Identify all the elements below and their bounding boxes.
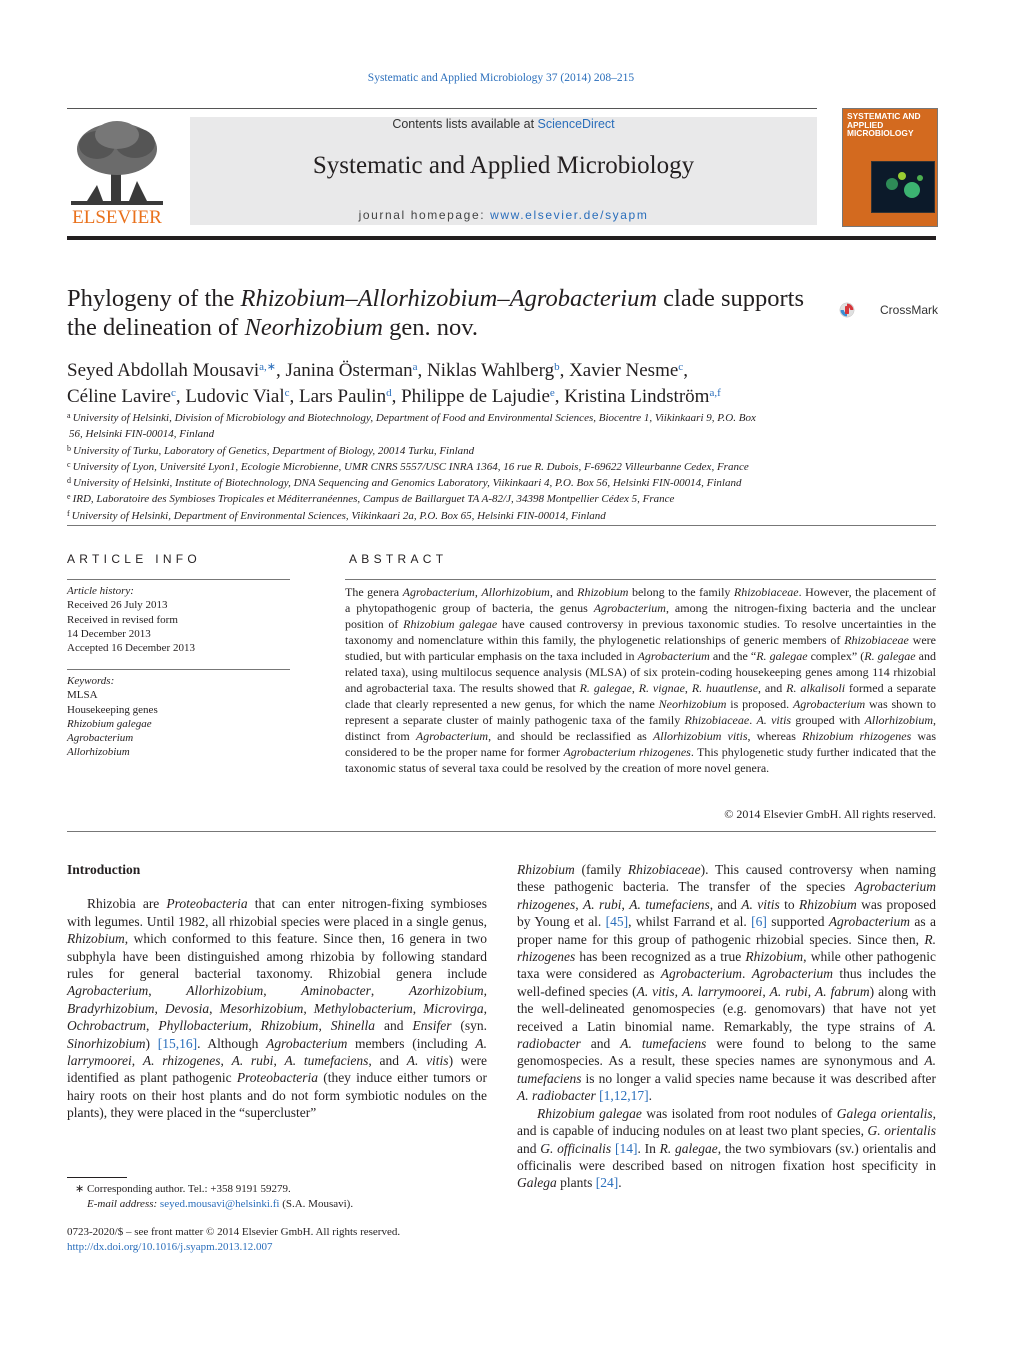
history-item: Received 26 July 2013	[67, 599, 168, 612]
homepage-prefix: journal homepage:	[358, 208, 491, 222]
crossmark-icon[interactable]	[839, 290, 879, 330]
text-run: ,	[762, 983, 770, 999]
article-title	[67, 284, 827, 342]
journal-cover[interactable]	[842, 108, 938, 227]
italic-term: Agrobacterium	[593, 601, 666, 615]
text-run: )	[145, 1035, 158, 1051]
citation-link[interactable]: [15,16]	[157, 1035, 198, 1051]
title-part: gen. nov.	[382, 314, 479, 341]
text-run: , and	[758, 681, 787, 695]
text-run: ,	[209, 1000, 220, 1016]
italic-term: Proteobacteria	[166, 896, 248, 912]
text-run: , and	[549, 585, 578, 599]
italic-term: Galega orientalis	[836, 1105, 933, 1121]
author-name: Janina Österman	[285, 360, 413, 381]
italic-term: Agrobacterium	[751, 966, 833, 982]
article-info-heading: ARTICLE INFO	[67, 552, 202, 566]
body-rule	[67, 831, 936, 832]
author-affiliation-marker[interactable]: c	[678, 361, 684, 373]
text-run: ,	[575, 896, 583, 912]
italic-term: Rhizobiaceae	[733, 585, 799, 599]
text-run: , the two symbiovars (sv.) orientalis and officinalis were described based on nitrogen fixation host specificity in	[517, 1140, 937, 1173]
text-run: supported	[766, 914, 829, 930]
text-run: , and	[368, 1053, 407, 1069]
keyword: Housekeeping genes	[67, 703, 158, 716]
history-item: Accepted 16 December 2013	[67, 642, 195, 655]
author-name: Lars Paulin	[299, 386, 387, 407]
italic-term: Agrobacterium	[67, 983, 149, 999]
text-run: , distinct from	[345, 713, 937, 743]
affiliation-symbol: e	[67, 492, 71, 502]
italic-term: A. radiobacter	[517, 1018, 936, 1052]
text-run: were found to belong to the same genomospecies. As a result, these species names are synonymous and	[517, 1036, 936, 1069]
author-affiliation-marker[interactable]: c	[170, 387, 176, 399]
italic-term: Phyllobacterium	[158, 1018, 249, 1034]
italic-term: A. vitis	[636, 983, 675, 999]
doi-link[interactable]: http://dx.doi.org/10.1016/j.syapm.2013.12.007	[67, 1241, 273, 1253]
text-run: ,	[483, 1000, 488, 1016]
text-run: ,	[146, 1018, 159, 1034]
text-run: ,	[483, 983, 488, 999]
text-run: that can enter nitrogen-fixing symbioses with legumes. Until 1982, all rhizobial species were placed in a single genus,	[67, 896, 487, 929]
text-run: formed a separate clade that clearly represented a new genus, for which the name	[345, 681, 936, 711]
text-run: have caused controversy in previous taxonomic studies. To resolve uncertainties in the taxonomy and nomenclature within this family, the phylogenetic relationships of generic members of	[345, 617, 937, 647]
keyword: Agrobacterium	[67, 732, 134, 745]
journal-name: Systematic and Applied Microbiology	[312, 152, 695, 179]
italic-term: A. vitis	[741, 896, 780, 912]
italic-term: Agrobacterium	[415, 729, 489, 743]
italic-term: Rhizobiaceae	[844, 633, 909, 647]
keywords-label: Keywords:	[67, 675, 115, 687]
text-run: ) along with the well-delineated genomospecies (e.g. genomovars) that have not yet received a Latin binomial name. Remarkably, the type strains of	[517, 983, 937, 1034]
text-run: The genera	[345, 585, 403, 599]
author-separator: ,	[683, 360, 688, 381]
sciencedirect-link[interactable]: ScienceDirect	[537, 117, 615, 131]
affiliation	[67, 474, 827, 490]
italic-term: Allorhizobium	[864, 713, 934, 727]
author-separator: ,	[289, 386, 300, 407]
cover-image	[871, 161, 935, 213]
italic-term: Devosia	[164, 1000, 210, 1016]
text-run: , which conformed to this feature. Since then, 16 genera in two subphyla have been distinguished among rhizobia by following standard rules for general bacterial taxonomy. Rhizobial genera include	[67, 931, 487, 982]
email-line	[67, 1197, 487, 1212]
footnote-rule	[67, 1177, 127, 1178]
text-run: .	[742, 966, 752, 982]
body-right-column	[517, 861, 936, 1192]
article-history	[67, 584, 290, 655]
affiliation	[67, 442, 827, 458]
affiliation-text: University of Turku, Laboratory of Genetics, Department of Biology, 20014 Turku, Finland	[73, 444, 475, 457]
text-run: is no longer a valid species name because it was described after	[581, 1070, 936, 1086]
text-run: . This phylogenetic study further indicated that the taxonomic status of several taxa could be resolved by the creation of more novel genera.	[345, 745, 936, 775]
italic-term: Allorhizobium vitis	[652, 729, 748, 743]
text-run: as a proper name for this group of pathogenic rhizobial species. Since then,	[517, 914, 936, 947]
affiliation-symbol: a	[67, 411, 71, 420]
italic-term: Proteobacteria	[236, 1070, 319, 1086]
text-run: . However, the placement of a phytopathogenic group of bacteria, the genus	[345, 585, 937, 615]
author-separator: ,	[391, 386, 402, 407]
italic-term: Ensifer	[412, 1018, 452, 1034]
text-run: ) were identified as plant pathogenic	[67, 1053, 488, 1086]
italic-term: Sinorhizobium	[67, 1035, 146, 1051]
text-run: ,	[303, 1000, 314, 1016]
text-run: complex” (	[807, 649, 865, 663]
italic-term: Mesorhizobium	[219, 1000, 304, 1016]
italic-term: Rhizobiaceae	[627, 862, 701, 877]
author-separator: ,	[275, 360, 286, 381]
affiliation	[67, 425, 827, 441]
abstract-rule	[345, 579, 936, 580]
author-separator: ,	[559, 360, 570, 381]
italic-term: Rhizobiaceae	[684, 713, 750, 727]
affiliation-text: 56, Helsinki FIN-00014, Finland	[69, 428, 215, 441]
text-run: ,	[318, 1018, 331, 1034]
italic-term: Microvirga	[423, 1000, 484, 1016]
paragraph	[517, 1105, 936, 1192]
affiliation-symbol: d	[67, 476, 71, 486]
italic-term: A. larrymoorei	[682, 983, 763, 999]
italic-term: Rhizobium galegae	[537, 1105, 642, 1121]
author-name: Ludovic Vial	[185, 386, 285, 407]
crossmark-label[interactable]: CrossMark	[880, 303, 939, 317]
italic-term: Agrobacterium	[660, 966, 743, 982]
publisher-name: ELSEVIER	[72, 207, 162, 227]
text-run: and related taxa), using multilocus sequence analysis (MLSA) of six protein-coding housekeeping genes among 114 rhizobial and agrobacterial taxa. The results showed that	[345, 649, 936, 695]
italic-term: A. rubi	[231, 1053, 274, 1069]
history-label: Article history:	[67, 585, 134, 597]
text-run: ,	[148, 983, 187, 999]
text-run: and the “	[709, 649, 757, 663]
text-run: ,	[263, 983, 302, 999]
affiliation-text: University of Helsinki, Institute of Biotechnology, DNA Sequencing and Genomics Laboratory, Viikinkaari 4, P.O. Box 56, Helsinki FIN-00014, Finland	[73, 477, 742, 490]
abstract-heading: ABSTRACT	[349, 552, 448, 566]
keyword: MLSA	[67, 689, 98, 702]
affiliation-text: University of Helsinki, Department of Environmental Sciences, Viikinkaari 2a, P.O. Box 65, Helsinki FIN-00014, Finland	[71, 509, 606, 522]
text-run: , and should be reclassified as	[488, 729, 653, 743]
italic-term: Azorhizobium	[408, 983, 484, 999]
text-run: was isolated from root nodules of	[641, 1105, 837, 1121]
text-run: .	[749, 713, 757, 727]
affiliation-list	[67, 409, 827, 523]
italic-term: Agrobacterium rhizogenes	[517, 879, 936, 912]
italic-term: Agrobacterium	[828, 914, 911, 930]
affiliation	[67, 507, 827, 523]
affiliation-symbol: c	[67, 459, 71, 469]
author-name: Philippe de Lajudie	[401, 386, 550, 407]
italic-term: Rhizobium galegae	[403, 617, 498, 631]
text-run: .	[648, 1088, 652, 1104]
email-label: E-mail address:	[87, 1198, 160, 1210]
header-thick-rule	[67, 236, 936, 240]
italic-term: G. officinalis	[540, 1140, 612, 1156]
text-run: , and is capable of inducing nodules on at least two plant species,	[517, 1105, 936, 1139]
paragraph	[517, 861, 936, 1105]
italic-term: Bradyrhizobium	[67, 1000, 155, 1016]
italic-term: A. rubi	[769, 983, 808, 999]
affiliation	[67, 409, 827, 425]
citation-link[interactable]: [6]	[751, 914, 767, 930]
italic-term: R. huautlense	[691, 681, 759, 695]
italic-term: R. alkalisoli	[786, 681, 846, 695]
affiliation	[67, 458, 827, 474]
footnote	[67, 1182, 487, 1212]
text-run: belong to the family	[628, 585, 734, 599]
email-suffix: (S.A. Mousavi).	[279, 1198, 354, 1210]
author-name: Céline Lavire	[67, 386, 171, 407]
title-part: clade supports the delineation of	[67, 285, 804, 341]
text-run: and	[517, 1140, 541, 1156]
section-rule	[67, 525, 936, 526]
italic-term: Agrobacterium rhizogenes	[563, 745, 691, 759]
text-run: ,	[631, 681, 639, 695]
contents-prefix: Contents lists available at	[392, 117, 538, 131]
citation-link[interactable]: [14]	[614, 1140, 638, 1156]
italic-term: Rhizobium	[577, 585, 629, 599]
italic-term: Rhizobium	[517, 862, 575, 877]
italic-term: Rhizobium	[260, 1018, 319, 1034]
issn-line: 0723-2020/$ – see front matter © 2014 Elsevier GmbH. All rights reserved.	[67, 1226, 401, 1238]
text-run: ,	[684, 681, 692, 695]
text-run: was considered to be the proper name for former	[345, 729, 937, 759]
italic-term: Agrobacterium	[266, 1035, 348, 1051]
text-run: grouped with	[791, 713, 865, 727]
text-run: , while other pathogenic taxa were considered as	[517, 949, 937, 982]
italic-term: Rhizobium rhizogenes	[802, 729, 912, 743]
abstract-text	[345, 584, 936, 776]
author-separator: ,	[417, 360, 428, 381]
title-part-italic: Neorhizobium	[244, 314, 383, 341]
italic-term: R. galegae	[659, 1140, 718, 1156]
text-run: is proposed.	[726, 697, 793, 711]
title-part: Phylogeny of the	[67, 285, 241, 312]
italic-term: A. tumefaciens	[620, 1036, 707, 1052]
paragraph	[67, 895, 487, 1121]
keyword: Allorhizobium	[67, 746, 130, 759]
italic-term: A. vitis	[756, 713, 792, 727]
affiliation-text: University of Helsinki, Division of Microbiology and Biotechnology, Department of Food and Environmental Sciences, Biocentre 1, Viikinkaari 9, P.O. Box	[72, 412, 756, 424]
italic-term: Rhizobium	[67, 931, 125, 947]
history-item: 14 December 2013	[67, 627, 151, 640]
text-run: ,	[370, 983, 409, 999]
text-run: , among the nitrogen-fixing bacteria and the unclear position of	[345, 601, 936, 631]
italic-term: Agrobacterium	[637, 649, 710, 663]
italic-term: Allorhizobium	[481, 585, 550, 599]
text-run: .	[618, 1175, 622, 1191]
homepage-link[interactable]: www.elsevier.de/syapm	[490, 208, 649, 222]
keyword: Rhizobium galegae	[67, 717, 152, 730]
author-affiliation-marker[interactable]: a,f	[709, 387, 721, 399]
author-affiliation-marker[interactable]: b	[554, 361, 560, 373]
author-affiliation-marker[interactable]: c	[284, 387, 290, 399]
text-run: members (including	[347, 1035, 476, 1051]
text-run: thus includes the well-defined species (	[517, 966, 936, 999]
contents-line	[190, 117, 817, 131]
keywords	[67, 674, 290, 760]
text-run: plants	[556, 1175, 596, 1191]
text-run: , and	[709, 896, 742, 912]
citation-link[interactable]: [1,12,17]	[599, 1088, 649, 1104]
header-rule	[67, 108, 817, 109]
italic-term: A. tumefaciens	[517, 1053, 936, 1086]
body-left-column	[67, 861, 487, 1122]
title-part-italic: Rhizobium–Allorhizobium–Agrobacterium	[240, 285, 658, 312]
cover-title: SYSTEMATIC AND APPLIED MICROBIOLOGY	[847, 111, 921, 138]
author-name: Xavier Nesme	[569, 360, 679, 381]
italic-term: R. rhizogenes	[517, 931, 936, 965]
text-run: ,	[674, 983, 682, 999]
italic-term: Agrobacterium	[402, 585, 475, 599]
article-info-rule	[67, 579, 290, 580]
elsevier-logo	[67, 115, 167, 227]
text-run: and	[580, 1036, 621, 1052]
text-run: ). This caused controversy when naming these pathogenic bacteria. The transfer of the species	[517, 862, 936, 895]
italic-term: R. galegae	[756, 649, 808, 663]
footer	[67, 1225, 487, 1255]
italic-term: R. vignae	[638, 681, 685, 695]
corresponding-author-note: ∗ Corresponding author. Tel.: +358 9191 59279.	[75, 1183, 291, 1195]
section-heading: Introduction	[67, 862, 141, 877]
author-name: Kristina Lindström	[564, 386, 710, 407]
affiliation-symbol: b	[67, 443, 71, 453]
italic-term: A. fabrum	[815, 983, 870, 999]
italic-term: Methylobacterium	[313, 1000, 413, 1016]
author-separator: ,	[554, 386, 565, 407]
italic-term: G. orientalis	[867, 1123, 936, 1139]
text-run: were studied, but with particular emphasis on the taxa included in	[345, 633, 936, 663]
italic-term: A. tumefaciens	[284, 1053, 369, 1069]
italic-term: Shinella	[330, 1018, 376, 1034]
citation-link[interactable]: [45]	[605, 914, 629, 930]
text-run: . In	[637, 1140, 660, 1156]
text-run: ,	[220, 1053, 232, 1069]
italic-term: Aminobacter	[301, 983, 371, 999]
author-name: Niklas Wahlberg	[427, 360, 555, 381]
affiliation-text: IRD, Laboratoire des Symbioses Tropicales et Méditerranéennes, Campus de Baillarguet TA A-82/J, 34398 Montpellier Cédex 5, France	[72, 493, 675, 506]
citation-link[interactable]: [24]	[595, 1175, 619, 1191]
homepage-line	[190, 208, 817, 222]
italic-term: A. rhizogenes	[142, 1053, 221, 1069]
author-affiliation-marker[interactable]: a,∗	[259, 361, 276, 373]
italic-term: A. vitis	[406, 1053, 449, 1069]
italic-term: Agrobacterium	[792, 697, 866, 711]
text-run: , whereas	[747, 729, 803, 743]
text-run: ,	[412, 1000, 424, 1016]
keywords-rule	[67, 669, 290, 670]
italic-term: Rhizobium	[745, 949, 804, 965]
text-run: was shown to represent a separate cluster of mainly pathogenic taxa of the family	[345, 697, 937, 727]
affiliation	[67, 490, 827, 506]
italic-term: Neorhizobium	[658, 697, 727, 711]
text-run: Rhizobia are	[87, 896, 167, 912]
italic-term: A. larrymoorei	[67, 1035, 487, 1069]
italic-term: A. rubi	[583, 896, 622, 912]
text-run: to	[779, 896, 800, 912]
italic-term: R. galegae	[864, 649, 916, 663]
text-run: ,	[621, 896, 630, 912]
italic-term: Allorhizobium	[186, 983, 264, 999]
author-list	[67, 356, 937, 408]
author-affiliation-marker[interactable]: d	[386, 387, 392, 399]
text-run: ,	[807, 983, 816, 999]
author-name: Seyed Abdollah Mousavi	[67, 360, 260, 381]
author-affiliation-marker[interactable]: a	[412, 361, 418, 373]
italic-term: Ochrobactrum	[67, 1018, 146, 1034]
text-run: (they induce either tumors or hairy roots on their host plants and do not form symbiotic nodules on the plants), they were placed in the “supercluster”	[67, 1070, 488, 1121]
italic-term: A. radiobacter	[517, 1088, 596, 1104]
text-run: ,	[273, 1053, 285, 1069]
copyright-notice: © 2014 Elsevier GmbH. All rights reserved.	[724, 807, 936, 821]
text-run: (family	[574, 862, 628, 877]
history-item: Received in revised form	[67, 613, 178, 626]
author-affiliation-marker[interactable]: e	[549, 387, 555, 399]
text-run: (syn.	[451, 1018, 488, 1034]
italic-term: A. tumefaciens	[629, 896, 710, 912]
text-run: ,	[154, 1000, 165, 1016]
text-run: ,	[248, 1018, 261, 1034]
text-run: has been recognized as a true	[575, 949, 746, 965]
email-link[interactable]: seyed.mousavi@helsinki.fi	[159, 1198, 280, 1210]
text-run: ,	[474, 585, 482, 599]
text-run: and	[375, 1018, 413, 1034]
journal-citation[interactable]: Systematic and Applied Microbiology 37 (2014) 208–215	[367, 72, 635, 84]
text-run: , whilst Farrand et al.	[628, 914, 752, 930]
affiliation-symbol: f	[67, 508, 70, 518]
text-run: . Although	[197, 1035, 267, 1051]
author-separator: ,	[175, 386, 186, 407]
italic-term: Rhizobium	[799, 896, 857, 912]
text-run: was proposed by Young et al.	[517, 896, 936, 930]
italic-term: R. galegae	[579, 681, 632, 695]
affiliation-text: University of Lyon, Université Lyon1, Ecologie Microbienne, UMR CNRS 5557/USC INRA 1364, 16 rue R. Dubois, F-69622 Villeurbanne Cedex, France	[72, 460, 749, 473]
text-run: ,	[131, 1053, 143, 1069]
italic-term: Galega	[517, 1175, 557, 1191]
